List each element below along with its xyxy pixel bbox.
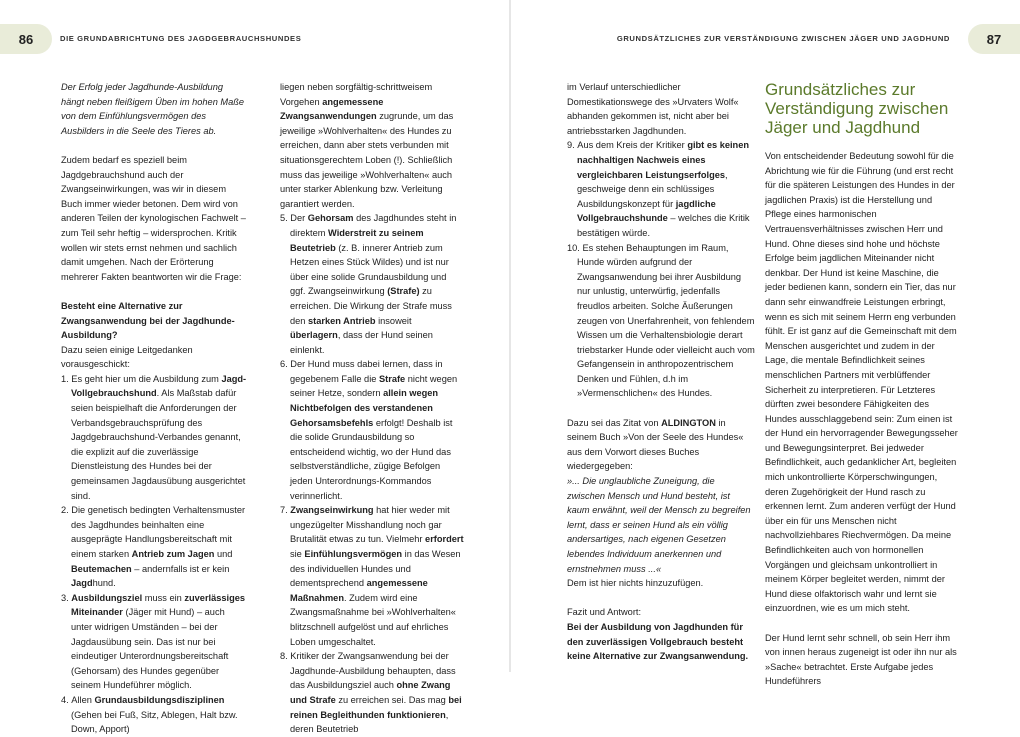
left-page (0, 0, 509, 735)
list-item-5: 5. Der Gehorsam des Jagdhundes steht in direktem Widerstreit zu seinem Beutetrieb (z. B. innerer Antrieb zum Hetzen eines Stück Wildes) und ist nur über eine solide Grundausbildung und ggf. Zwangseinwirkung (Strafe) zu erreichen. Die Wirkung der Strafe muss den starken Antrieb insoweit überlagern, dass der Hund seinen einlenkt. (280, 213, 457, 355)
quote-tail: Dem ist hier nichts hinzuzufügen. (567, 578, 704, 589)
list-item-9: 9. Aus dem Kreis der Kritiker gibt es keinen nachhaltigen Nachweis eines vergleichbaren Leistungserfolges, geschweige denn ein schlüssiges Ausbildungskonzept für jagdliche Vollgebrauchshunde – welches die Kritik bestätigen würde. (567, 140, 750, 238)
body-paragraph: Von entscheidender Bedeutung sowohl für die Abrichtung wie für die Führung (und erst recht für die späteren Leistungen des Hundes in der jagdlichen Praxis) ist die Herstellung und Pflege eines harmonischen Vertrauensverhältnisses zwischen Herr und Hund. Ohne dieses sind hohe und höchste Erfolge beim jagdlichen Miteinander nicht denkbar. Der Hund ist keine Maschine, die jeder bedienen kann, sondern ein Tier, das nur dann sehr einwandfreie Leistungen erbringt, wenn es sich mit seinem Herrn eng verbunden fühlt. Er ist ganz auf die Gemeinschaft mit dem Menschen ausgerichtet und zudem in der Lage, die mentale Befindlichkeit seines menschlichen Partners mit verblüffender Sicherheit zu interpretieren. Für Letzteres dürften zwei besondere Fähigkeiten des Hundes ausschlaggebend sein: Zum einen ist der Hund ein hervorragender Bewegungsseher und Bewegungsinterpret. Bei jedweder Befindlichkeit, auch gedanklicher Art, begleiten mich unkontrollierte Körperschwingungen, deren Zugehörigkeit der Hund rasch zu erkennen lernt. Zum anderen verfügt der Hund über ein für uns Menschen nicht nachvollziehbares Riechvermögen. Da meine Befindlichkeiten auch von hormonellen Vorgängen und gleichsam unkontrolliert in meinem Körper begleitet werden, nimmt der Hund diese olfaktorisch wahr und lernt sie einzuordnen, wie es um mich steht. (765, 151, 958, 614)
list-item-3: 3. Ausbildungsziel muss ein zuverlässiges Miteinander (Jäger mit Hund) – auch unter widrigen Umständen – bei der Jagdausübung sein. Das ist nur bei eindeutiger Unterordnungsbereitschaft (Gehorsam) des Hundes gegenüber seinem Hundeführer möglich. (61, 592, 246, 691)
body-paragraph-2: Der Hund lernt sehr schnell, ob sein Herr ihm von innen heraus zugeneigt ist oder ihn nur als »Sache« betrachtet. Erste Aufgabe jedes Hundeführers (765, 632, 957, 687)
body-paragraph: Zudem bedarf es speziell beim Jagdgebrauchshund auch der Zwangseinwirkungen, was wir in diesem Buch immer wieder betonen. Dem wird von anderen Teilen der kynologischen Fachwelt – zum Teil sehr heftig – widersprochen. Kritik wollen wir stets ernst nehmen und sachlich damit umgehen. Nach der Erörterung mehrerer Fakten beantworten wir die Frage: (61, 154, 246, 282)
quote-lead: Dazu sei das Zitat von ALDINGTON in seinem Buch »Von der Seele des Hundes« aus dem Vorwort dieses Buches wiedergegeben: (567, 417, 744, 472)
list-item-4: 4. Allen Grundausbildungsdisziplinen (Gehen bei Fuß, Sitz, Ablegen, Halt bzw. Down, Apport) (61, 694, 238, 735)
right-page (511, 0, 1020, 687)
list-item-10: 10. Es stehen Behauptungen im Raum, Hunde würden aufgrund der Zwangsanwendung bei ihrer Ausbildung nur unlustig, unterwürfig, jedenfalls freudlos arbeiten. Solche Äußerungen zeugen von Unerfahrenheit, von fehlendem Wissen um die Verhaltensbiologie derart triebstarker Hunde oder vielleicht auch vom Gefangensein in anthropozentrischem Denken und Fühlen, d.h im »Vermenschlichen« des Hundes. (567, 242, 755, 399)
conclusion-label: Fazit und Antwort: (567, 607, 642, 618)
section-headline: Grundsätzliches zur Verständigung zwischen Jäger und Jagdhund (765, 80, 949, 137)
list-item-1: 1. Es geht hier um die Ausbildung zum Jagd-Vollgebrauchshund. Als Maßstab dafür seien beispielhaft die Anforderungen der Verbandsgebrauchsprüfung des Jagdgebrauchshund-Verbandes genannt, die explizit auf die zuverlässige Dienstleistung des Hundes bei der gemeinsamen Jagdausübung ausgerichtet sind. (61, 373, 247, 501)
list-item-8: 8. Kritiker der Zwangsanwendung bei der Jagdhunde-Ausbildung behaupten, dass das Ausbildungsziel auch ohne Zwang und Strafe zu erreichen sei. Das mag bei reinen Begleithunden funktionieren, deren Beutetrieb (280, 651, 462, 735)
left-column-1 (61, 80, 247, 737)
body-paragraph-continued: im Verlauf unterschiedlicher Domestikationswege des »Urvaters Wolf« abhanden gekommen ist, nicht aber bei antriebsstarken Jagdhunden. (567, 82, 739, 136)
list-item-2: 2. Die genetisch bedingten Verhaltensmuster des Jagdhundes beinhalten eine ausgeprägte Handlungsbereitschaft mit einem starken Antrieb zum Jagen und Beutemachen – andernfalls ist er kein Jagdhund. (61, 505, 246, 589)
body-paragraph-continued: liegen neben sorgfältig-schrittweisem Vorgehen angemessene Zwangsanwendungen zugrunde, um das jeweilige »Wohlverhalten« des Hundes zu erreichen, dann aber stets verbunden mit situationsgerechtem Loben (!). Schließlich muss das jeweilige »Wohlverhalten« auch unter starker Ablenkung bzw. Verleitung garantiert werden. (280, 82, 454, 209)
running-head-left: DIE GRUNDABRICHTUNG DES JAGDGEBRAUCHSHUNDES (60, 34, 302, 43)
right-column-2 (765, 80, 959, 689)
right-column-1 (567, 80, 755, 678)
conclusion-text: Bei der Ausbildung von Jagdhunden für den zuverlässigen Vollgebrauch besteht keine Alternative zur Zwangsanwendung. (567, 621, 749, 662)
lead-line: Dazu seien einige Leitgedanken vorausgeschickt: (61, 344, 193, 370)
page-number-left: 86 (0, 24, 52, 54)
intro-paragraph: Der Erfolg jeder Jagdhunde-Ausbildung hängt neben fleißigem Üben im hohen Maße von dem Einfühlungsvermögen des Ausbilders in die Seele des Tieres ab. (61, 82, 245, 136)
list-item-6: 6. Der Hund muss dabei lernen, dass in gegebenem Falle die Strafe nicht wegen seiner Hetze, sondern allein wegen Nichtbefolgen des verstandenen Gehorsamsbefehls erfolgt! Deshalb ist die solide Grundausbildung so entscheidend wichtig, wo der Hund das selbstverständliche, zügige Befolgen jeden Unterordnungs-Kommandos verinnerlicht. (280, 359, 458, 501)
running-head-right: GRUNDSÄTZLICHES ZUR VERSTÄNDIGUNG ZWISCHEN JÄGER UND JAGDHUND (616, 34, 950, 43)
page-number-right: 87 (968, 24, 1020, 54)
quote-text: »... Die unglaubliche Zuneigung, die zwischen Mensch und Hund besteht, ist kaum erwähnt, weil der Mensch zu begreifen lernt, dass er seinen Hund als ein völlig andersartiges, nach eigenen Gesetzen lebendes Individuum anerkennen und ernstnehmen muss ...« (567, 476, 751, 574)
left-column-2 (280, 80, 464, 737)
question-heading: Besteht eine Alternative zur Zwangsanwendung bei der Jagdhunde-Ausbildung? (61, 300, 235, 341)
list-item-7: 7. Zwangseinwirkung hat hier weder mit ungezügelter Misshandlung noch gar Brutalität etwas zu tun. Vielmehr erfordert sie Einfühlungsvermögen in das Wesen des individuellen Hundes und dementsprechend angemessene Maßnahmen. Zudem wird eine Zwangsmaßnahme bei »Wohlverhalten« blitzschnell aufgelöst und auf ehrliches Loben umgeschaltet. (280, 505, 464, 647)
